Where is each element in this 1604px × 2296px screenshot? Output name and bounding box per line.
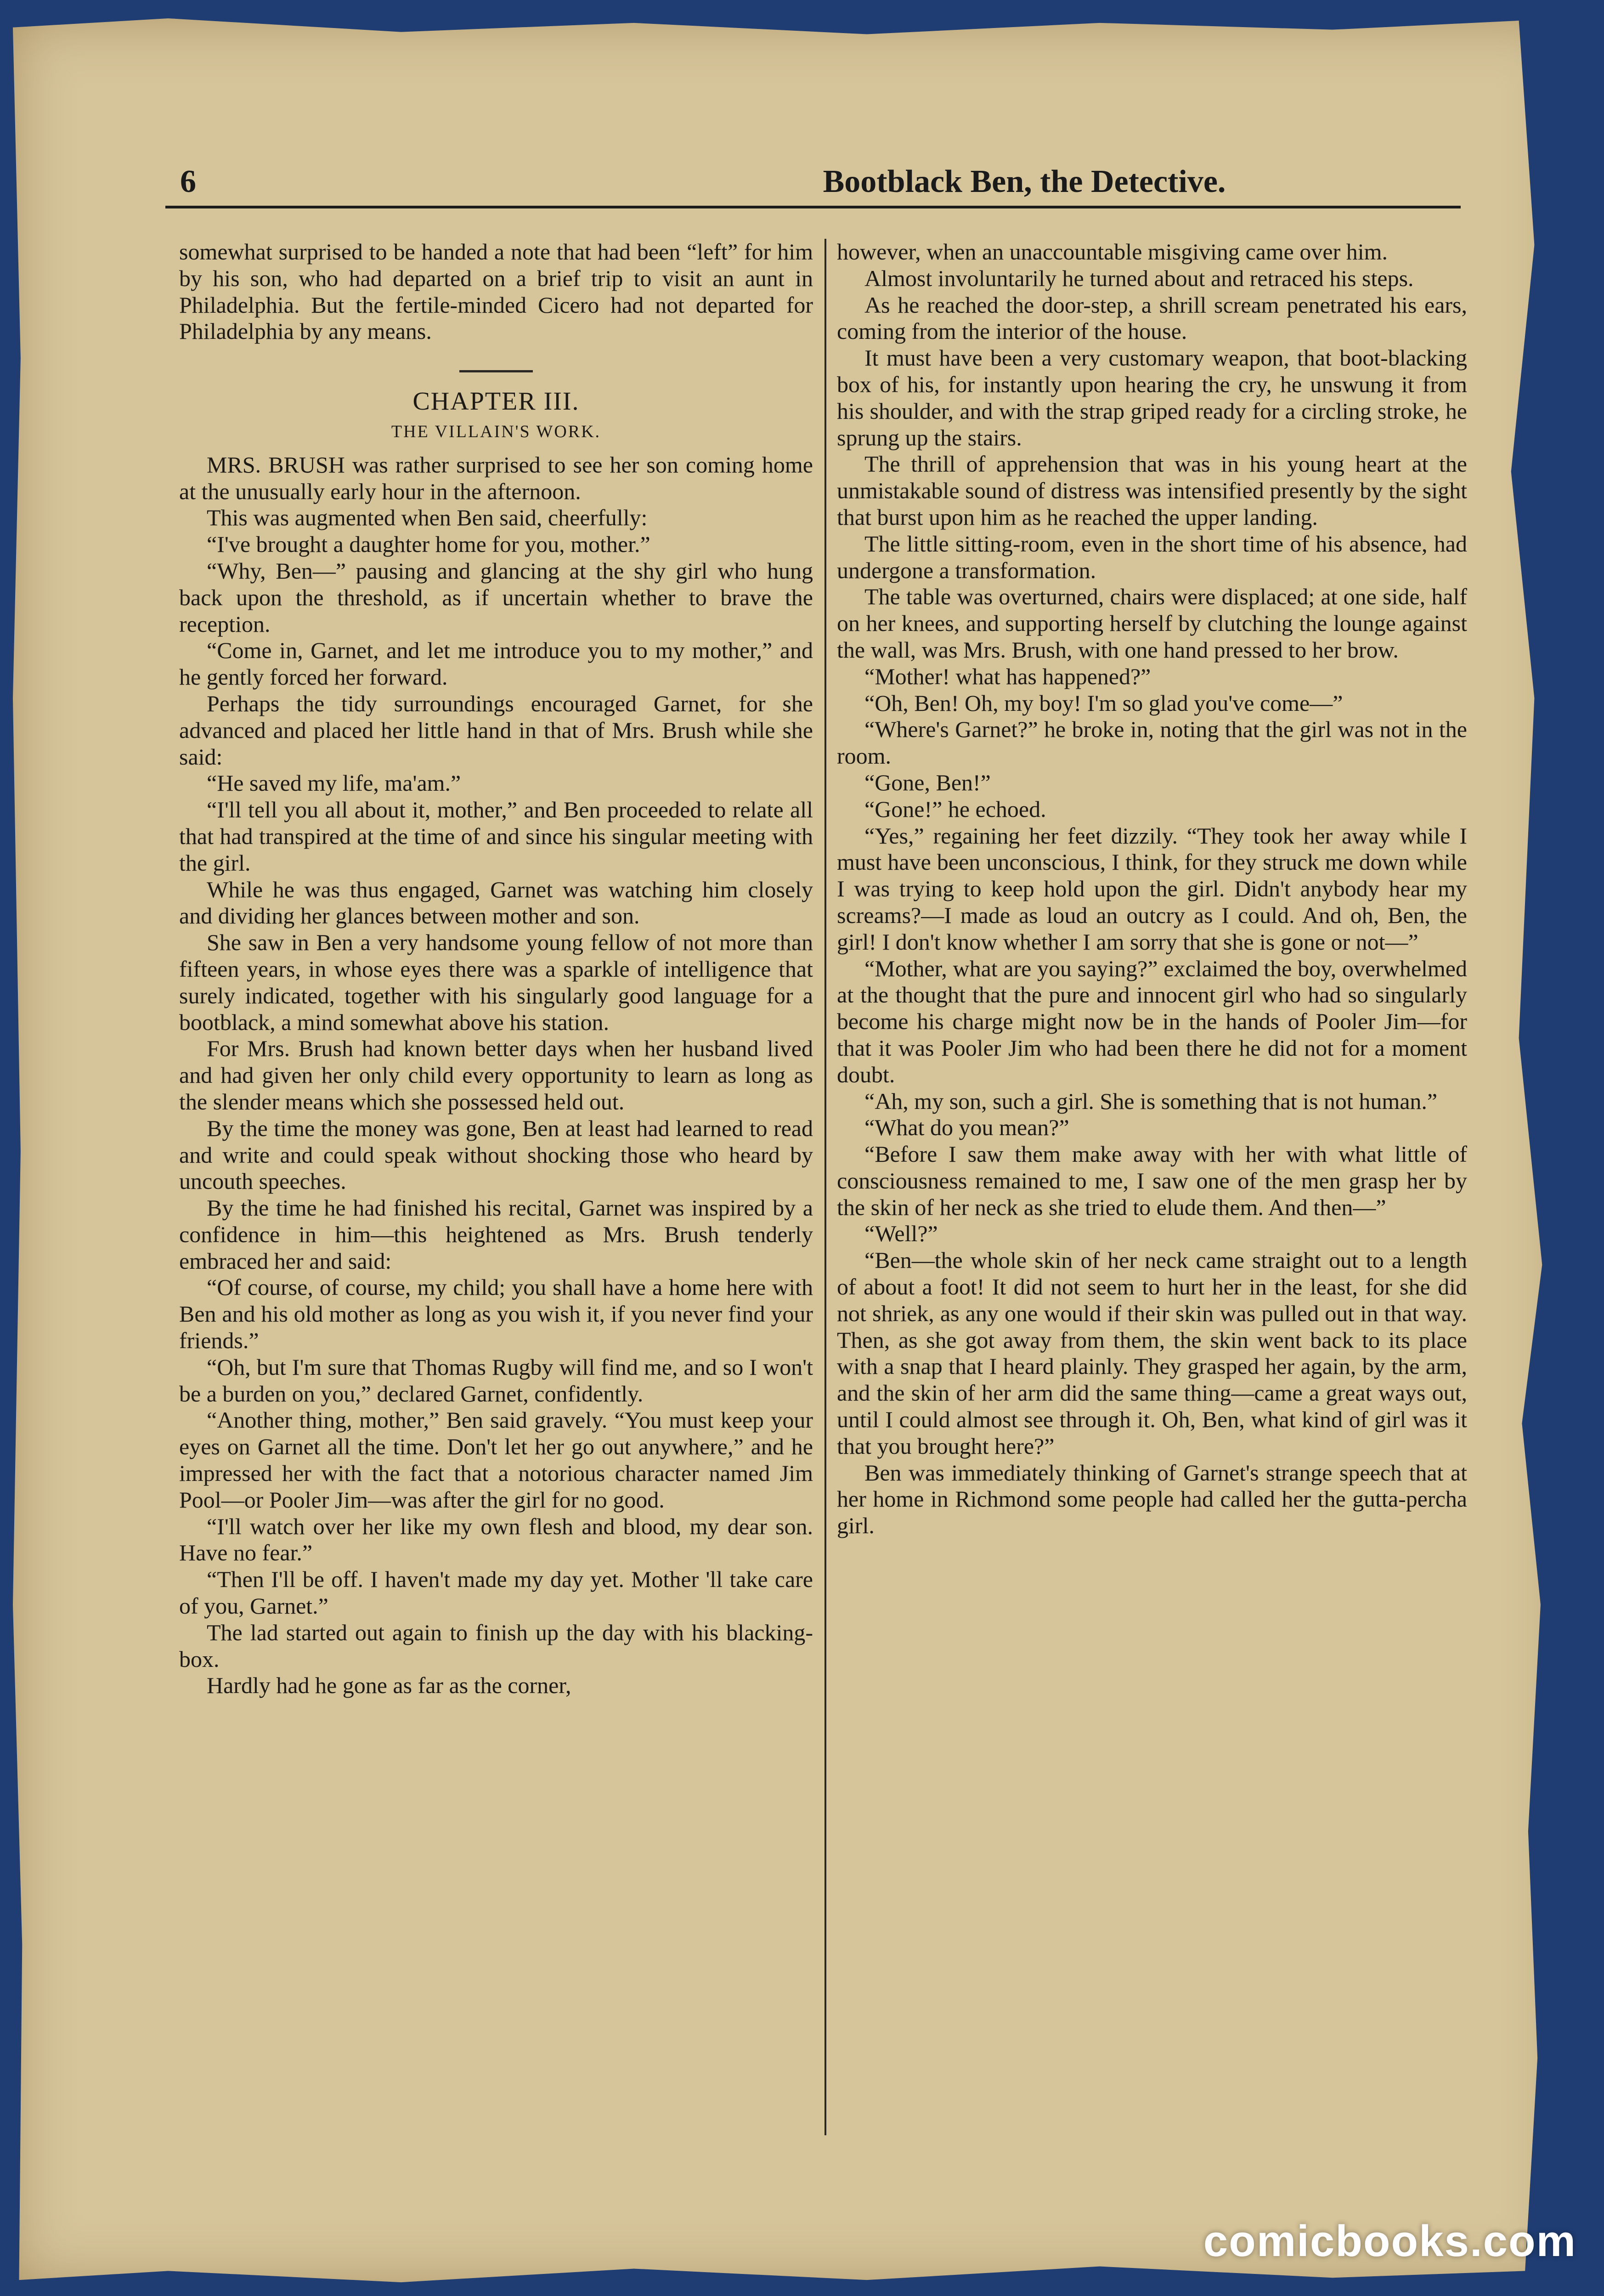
page-number: 6 (180, 164, 196, 199)
paragraph: By the time the money was gone, Ben at least had learned to read and write and could speak without shocking those who heard by uncouth speeches. (179, 1115, 813, 1194)
paragraph: The little sitting-room, even in the short time of his absence, had undergone a transformation. (837, 530, 1467, 583)
paragraph: It must have been a very customary weapon, that boot-blacking box of his, for instantly upon hearing the cry, he unswung it from his shoulder, and with the strap griped ready for a circling stroke, he sprung up the stairs. (837, 345, 1467, 450)
paragraph: “Yes,” regaining her feet dizzily. “They took her away while I must have been unconscious, I think, for they struck me down while I was trying to keep hold upon the girl. Didn't anybody hear my screams?—I made as loud an outcry as I could. And oh, Ben, the girl! I don't know whether I am sorry that she is gone or not—” (837, 822, 1467, 955)
column-divider (825, 239, 826, 2135)
paragraph: “I'll watch over her like my own flesh and blood, my dear son. Have no fear.” (179, 1513, 813, 1566)
paragraph: “Mother, what are you saying?” exclaimed the boy, overwhelmed at the thought that the pure and innocent girl who had so singularly become his charge might now be in the hands of Pooler Jim—for that it was Pooler Jim who had been there he did not for a moment doubt. (837, 955, 1467, 1087)
paragraph: This was augmented when Ben said, cheerfully: (207, 505, 648, 531)
paragraph: “Where's Garnet?” he broke in, noting that the girl was not in the room. (837, 716, 1467, 769)
paragraph: “I'll tell you all about it, mother,” and Ben proceeded to relate all that had transpired at the time of and since his singular meeting with the girl. (179, 797, 813, 876)
paragraph: For Mrs. Brush had known better days when her husband lived and had given her only child every opportunity to learn as long as the slender means which she possessed held out. (179, 1035, 813, 1114)
paragraph: “Why, Ben—” pausing and glancing at the shy girl who hung back upon the threshold, as if uncertain whether to brave the reception. (179, 557, 813, 637)
paragraph: “Of course, of course, my child; you shall have a home here with Ben and his old mother as long as you wish it, if you never find your friends.” (179, 1274, 813, 1354)
paragraph: The thrill of apprehension that was in his young heart at the unmistakable sound of distress was intensified presently by the sight that burst upon him as he reached the upper landing. (837, 451, 1467, 530)
paragraph: The lad started out again to finish up the day with his blacking-box. (179, 1619, 813, 1672)
right-column (837, 239, 1467, 2135)
paragraph: “Then I'll be off. I haven't made my day yet. Mother 'll take care of you, Garnet.” (179, 1566, 813, 1619)
paragraph: The table was overturned, chairs were displaced; at one side, half on her knees, and supporting herself by clutching the lounge against the wall, was Mrs. Brush, with one hand pressed to her brow. (837, 584, 1467, 663)
paragraph: “Come in, Garnet, and let me introduce you to my mother,” and he gently forced her forward. (179, 637, 813, 690)
left-column-body (179, 452, 813, 1699)
left-column (179, 239, 813, 2135)
paragraph: “Mother! what has happened?” (864, 663, 1151, 689)
paragraph: Hardly had he gone as far as the corner, (207, 1672, 571, 1699)
paragraph: As he reached the door-step, a shrill scream penetrated his ears, coming from the interior of the house. (837, 292, 1467, 344)
paragraph: “Ah, my son, such a girl. She is something that is not human.” (864, 1088, 1438, 1114)
paragraph: however, when an unaccountable misgiving came over him. (837, 239, 1388, 264)
paragraph: “Oh, but I'm sure that Thomas Rugby will find me, and so I won't be a burden on you,” declared Garnet, confidently. (179, 1354, 813, 1407)
paragraph: “Gone, Ben!” (864, 769, 991, 795)
page-header (165, 160, 1461, 208)
paragraph: “Ben—the whole skin of her neck came straight out to a length of about a foot! It did not seem to hurt her in the least, for she did not shriek, as any one would if their skin was pulled out in that way. Then, as she got away from them, the skin went back to its place with a snap that I heard plainly. They grasped her again, by the arm, and the skin of her arm did the same thing—came a great ways out, until I could almost see through it. Oh, Ben, what kind of girl was it that you brought here?” (837, 1247, 1467, 1459)
paragraph: “Well?” (864, 1221, 938, 1247)
chapter-title: CHAPTER III. (412, 387, 580, 416)
paragraph: “Before I saw them make away with her with what little of consciousness remained to me, I saw one of the men grasp her by the skin of her neck as she tried to elude them. And then—” (837, 1141, 1467, 1220)
paragraph: “I've brought a daughter home for you, mother.” (207, 531, 650, 557)
section-rule (459, 370, 533, 372)
paragraph: MRS. BRUSH was rather surprised to see her son coming home at the unusually early hour in the afternoon. (179, 451, 813, 504)
paragraph: Perhaps the tidy surroundings encouraged Garnet, for she advanced and placed her little hand in that of Mrs. Brush while she said: (179, 690, 813, 770)
chapter-subtitle: THE VILLAIN'S WORK. (391, 422, 601, 441)
paragraph: “Oh, Ben! Oh, my boy! I'm so glad you've come—” (864, 690, 1343, 716)
right-column-body (837, 265, 1467, 1539)
running-title: Bootblack Ben, the Detective. (823, 164, 1226, 199)
paragraph: “Another thing, mother,” Ben said gravely. “You must keep your eyes on Garnet all the time. Don't let her go out anywhere,” and he impressed her with the fact that a notorious character named Jim Pool—or Pooler Jim—was after the girl for no good. (179, 1407, 813, 1513)
paragraph: “What do you mean?” (864, 1114, 1069, 1141)
paragraph: She saw in Ben a very handsome young fellow of not more than fifteen years, in whose eyes there was a sparkle of intelligence that surely indicated, together with his singularly good language for a bootblack, a mind somewhat above his station. (179, 929, 813, 1035)
paragraph: Ben was immediately thinking of Garnet's strange speech that at her home in Richmond some people had called her the gutta-percha girl. (837, 1459, 1467, 1539)
paragraph: “He saved my life, ma'am.” (207, 770, 461, 796)
paragraph: Almost involuntarily he turned about and retraced his steps. (864, 265, 1414, 291)
paragraph: By the time he had finished his recital, Garnet was inspired by a confidence in him—this heightened as Mrs. Brush tenderly embraced her and said: (179, 1195, 813, 1274)
paragraph: “Gone!” he echoed. (864, 796, 1046, 822)
site-watermark: comicbooks.com (1203, 2217, 1576, 2266)
left-column-opening (179, 239, 813, 345)
paragraph: somewhat surprised to be handed a note that had been “left” for him by his son, who had departed on a brief trip to visit an aunt in Philadelphia. But the fertile-minded Cicero had not departed for Philadelphia by any means. (179, 239, 813, 344)
paragraph: While he was thus engaged, Garnet was watching him closely and dividing her glances between mother and son. (179, 876, 813, 929)
